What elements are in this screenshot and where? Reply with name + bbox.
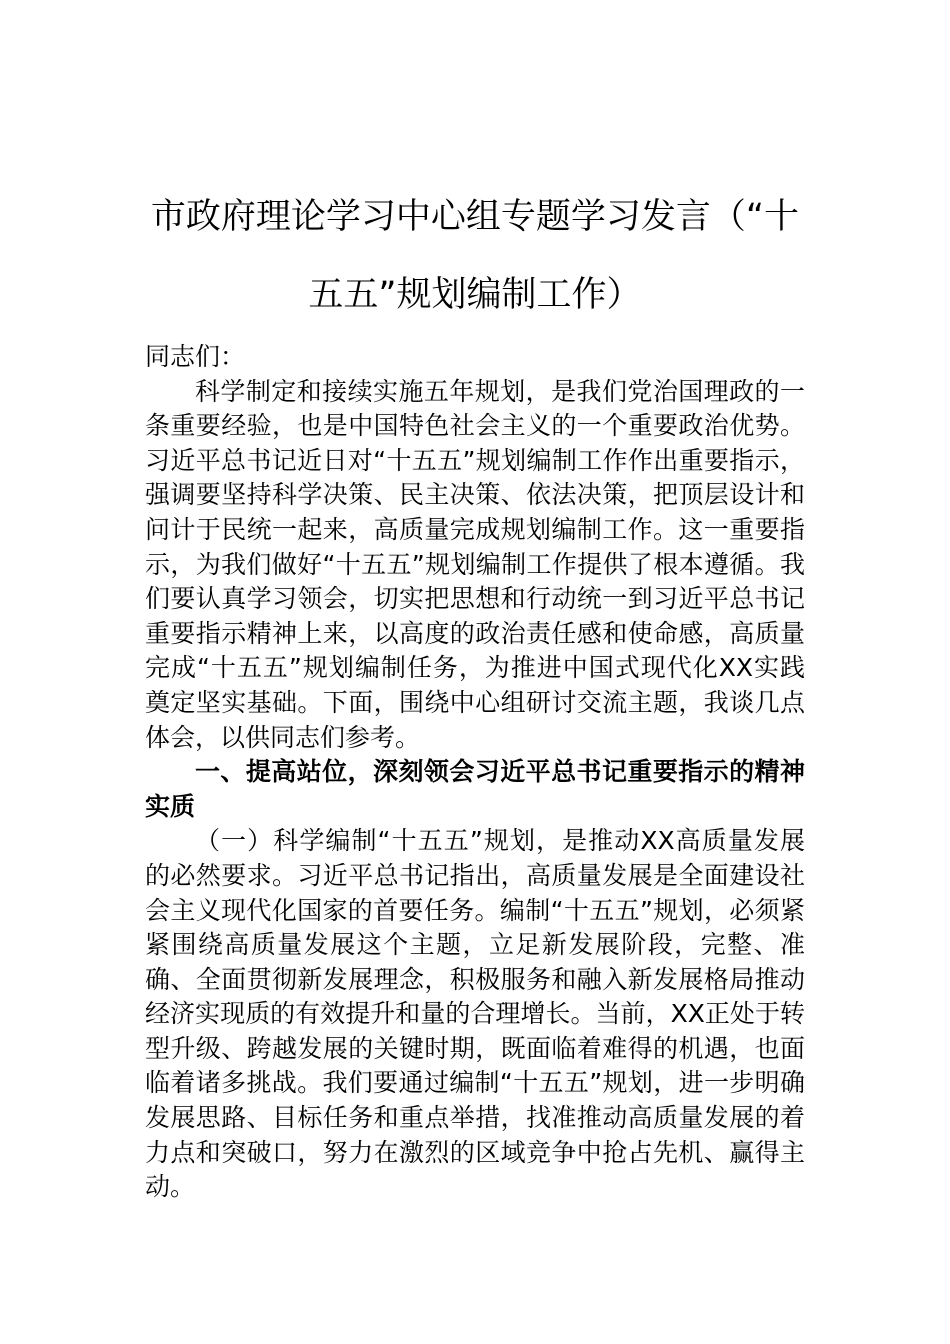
salutation: 同志们： bbox=[145, 342, 246, 371]
subsection-paragraph: （一）科学编制“十五五”规划，是推动XX高质量发展的必然要求。习近平总书记指出，高质量发展是全面建设社会主义现代化国家的首要任务。编制“十五五”规划，必须紧紧围绕高质量发展这个主题，立足新发展阶段，完整、准确、全面贯彻新发展理念，积极服务和融入新发展格局推动经济实现质的有效提升和量的合理增长。当前，XX正处于转型升级、跨越发展的关键时期，既面临着难得的机遇，也面临着诸多挑战。我们要通过编制“十五五”规划，进一步明确发展思路、目标任务和重点举措，找准推动高质量发展的着力点和突破口，努力在激烈的区域竞争中抢占先机、赢得主动。 bbox=[145, 826, 805, 1202]
document-title: 市政府理论学习中心组专题学习发言（“十五五”规划编制工作） bbox=[150, 197, 800, 315]
document-body bbox=[145, 340, 805, 1205]
section-heading: 一、提高站位，深刻领会习近平总书记重要指示的精神实质 bbox=[145, 757, 805, 821]
intro-paragraph: 科学制定和接续实施五年规划，是我们党治国理政的一条重要经验，也是中国特色社会主义的一个重要政治优势。习近平总书记近日对“十五五”规划编制工作作出重要指示，强调要坚持科学决策、民主决策、依法决策，把顶层设计和问计于民统一起来，高质量完成规划编制工作。这一重要指示，为我们做好“十五五”规划编制工作提供了根本遵循。我们要认真学习领会，切实把思想和行动统一到习近平总书记重要指示精神上来，以高度的政治责任感和使命感，高质量完成“十五五”规划编制任务，为推进中国式现代化XX实践奠定坚实基础。下面，围绕中心组研讨交流主题，我谈几点体会，以供同志们参考。 bbox=[145, 376, 805, 752]
